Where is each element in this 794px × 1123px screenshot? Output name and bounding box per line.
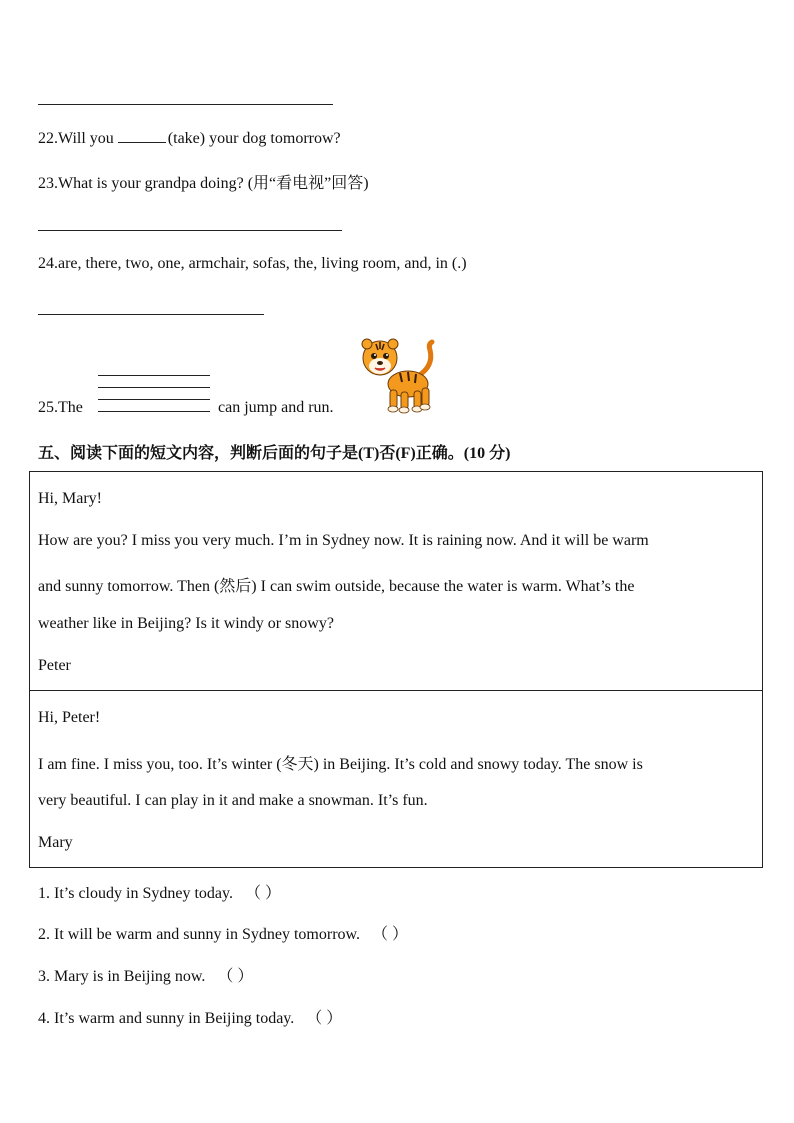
statement-text: 4. It’s warm and sunny in Beijing today. <box>38 1010 295 1027</box>
answer-bracket-3[interactable]: （ ） <box>217 968 254 985</box>
question-25-end <box>218 399 334 417</box>
question-number: 23. <box>38 175 58 192</box>
answer-bracket-2[interactable]: （ ） <box>372 926 409 943</box>
answer-bracket-4[interactable]: （ ） <box>306 1010 343 1027</box>
question-text-before: The <box>58 399 83 416</box>
letter-greeting: Hi, Mary! <box>38 490 102 507</box>
letter-line: and sunny tomorrow. Then (然后) I can swim outside, because the water is warm. What’s the <box>38 578 635 595</box>
answer-line-25d[interactable] <box>98 411 210 412</box>
letter-box-mary <box>29 690 763 868</box>
statement-4 <box>38 1005 342 1028</box>
question-text: are, there, two, one, armchair, sofas, the, living room, and, in (.) <box>58 255 467 272</box>
question-25-start <box>38 399 83 417</box>
tiger-icon <box>356 336 446 416</box>
answer-line-23[interactable] <box>38 230 342 231</box>
answer-bracket-1[interactable]: （ ） <box>244 885 281 902</box>
letter-signature: Mary <box>38 834 73 851</box>
fill-blank-22[interactable] <box>118 141 166 143</box>
statement-3 <box>38 963 253 986</box>
question-text: What is your grandpa doing? (用“看电视”回答) <box>58 175 369 192</box>
section-heading: 五、阅读下面的短文内容，判断后面的句子是(T)否(F)正确。(10 分) <box>38 445 511 462</box>
question-text-after: can jump and run. <box>218 399 334 416</box>
answer-line-24[interactable] <box>38 314 264 315</box>
question-number: 25. <box>38 399 58 416</box>
letter-line: I am fine. I miss you, too. It’s winter (冬天) in Beijing. It’s cold and snowy today. The snow is <box>38 756 643 773</box>
answer-line-25c[interactable] <box>98 399 210 400</box>
letter-box-peter <box>29 471 763 691</box>
letter-line: weather like in Beijing? Is it windy or snowy? <box>38 615 334 632</box>
answer-line-25a[interactable] <box>98 375 210 376</box>
question-23 <box>38 170 369 193</box>
answer-line-25b[interactable] <box>98 387 210 388</box>
letter-line: very beautiful. I can play in it and make a snowman. It’s fun. <box>38 792 428 809</box>
statement-2 <box>38 921 408 944</box>
statement-text: 2. It will be warm and sunny in Sydney tomorrow. <box>38 926 361 943</box>
question-text-after: (take) your dog tomorrow? <box>167 130 341 147</box>
question-number: 24. <box>38 255 58 272</box>
statement-1 <box>38 880 281 903</box>
answer-line-21[interactable] <box>38 104 333 105</box>
question-number: 22. <box>38 130 58 147</box>
statement-text: 1. It’s cloudy in Sydney today. <box>38 885 233 902</box>
letter-line: How are you? I miss you very much. I’m in Sydney now. It is raining now. And it will be warm <box>38 532 649 549</box>
question-text-before: Will you <box>58 130 118 147</box>
letter-greeting: Hi, Peter! <box>38 709 101 726</box>
question-22 <box>38 130 341 148</box>
letter-signature: Peter <box>38 657 71 674</box>
question-24 <box>38 255 467 273</box>
statement-text: 3. Mary is in Beijing now. <box>38 968 206 985</box>
